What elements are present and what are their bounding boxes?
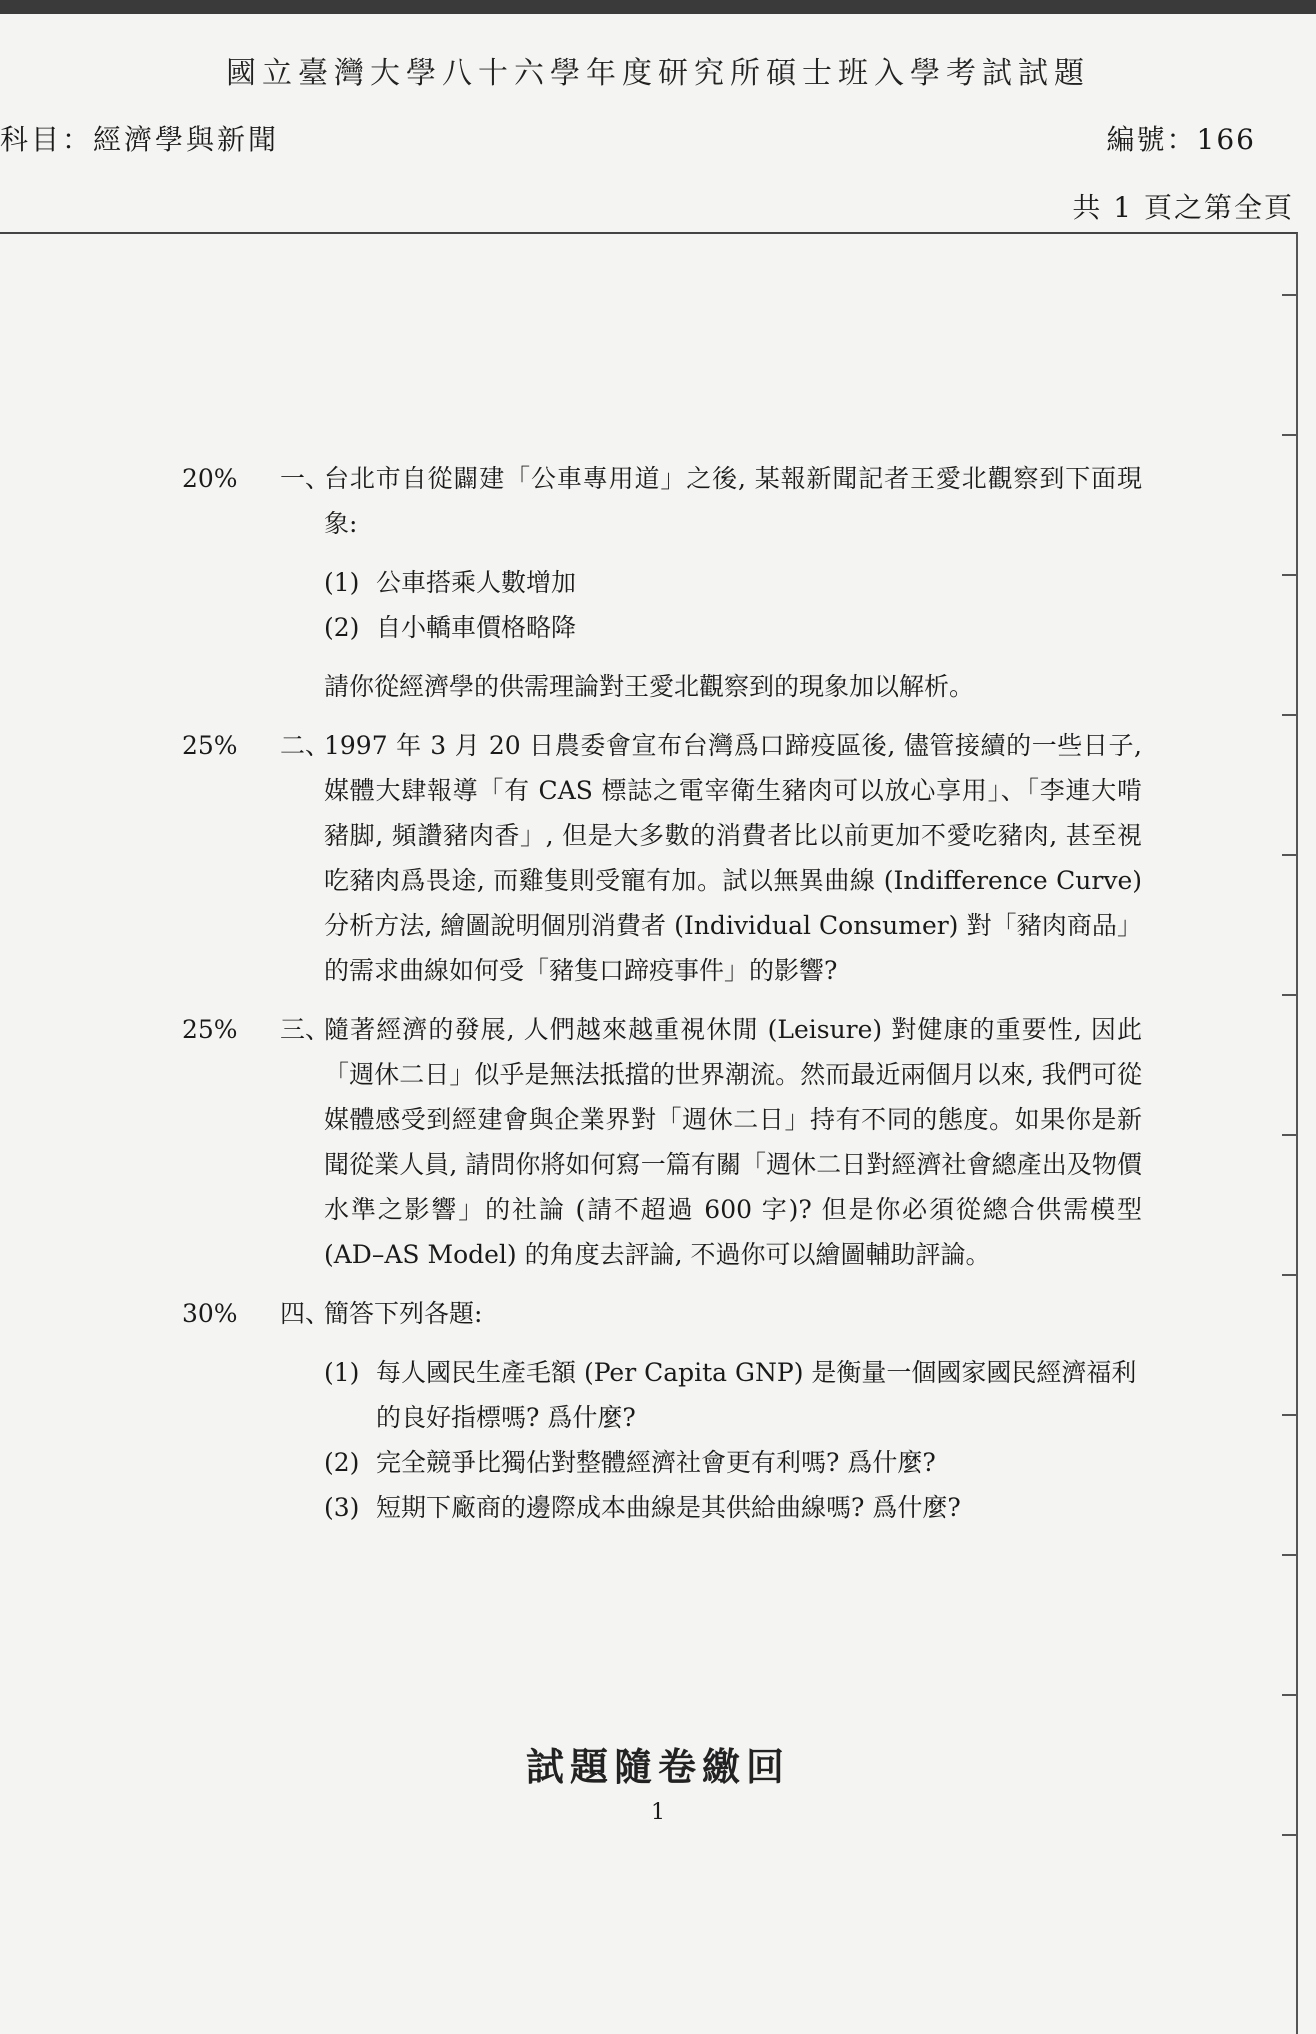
question-3 (182, 1007, 1142, 1277)
question-text: 簡答下列各題: (324, 1299, 483, 1328)
scan-top-edge (0, 0, 1316, 14)
question-weight: 25% (182, 1015, 238, 1044)
question-4 (182, 1291, 1142, 1336)
margin-tick (1282, 854, 1296, 856)
page-count: 共 1 頁之第全頁 (1072, 191, 1294, 224)
question-body (182, 456, 1142, 1530)
question-closing: 請你從經濟學的供需理論對王愛北觀察到的現象加以解析。 (324, 672, 975, 701)
question-2 (182, 723, 1142, 993)
return-paper-stamp: 試題隨卷繳回 (525, 1744, 790, 1789)
exam-title: 國立臺灣大學八十六學年度研究所碩士班入學考試試題 (226, 56, 1090, 91)
margin-tick (1282, 1554, 1296, 1556)
margin-tick (1282, 994, 1296, 996)
question-text: 隨著經濟的發展, 人們越來越重視休閒 (Leisure) 對健康的重要性, 因此「週休二日」似乎是無法抵擋的世界潮流。然而最近兩個月以來, 我們可從媒體感受到經建會與企業界對「週休二日」持有不同的態度。如果你是新聞從業人員, 請問你將如何寫一篇有關「週休二日對經濟社會總產出及物價水準之影響」的社論 (請不超過 600 字)? 但是你必須從總合供需模型 (AD–AS Model) 的角度去評論, 不過你可以繪圖輔助評論。 (324, 1015, 1142, 1269)
margin-tick (1282, 294, 1296, 296)
sub-item: (1) 公車搭乘人數增加 (324, 568, 577, 597)
exam-code: 編號：166 (1106, 123, 1256, 156)
sub-item: (1) 每人國民生產毛額 (Per Capita GNP) 是衡量一個國家國民經濟福利的良好指標嗎? 爲什麼? (324, 1358, 1137, 1432)
question-number: 一、 (280, 464, 331, 493)
margin-tick (1282, 1694, 1296, 1696)
question-number: 三、 (280, 1015, 331, 1044)
margin-tick (1282, 714, 1296, 716)
margin-tick (1282, 434, 1296, 436)
subject-label: 科目：經濟學與新聞 (0, 123, 280, 156)
sub-item: (3) 短期下廠商的邊際成本曲線是其供給曲線嗎? 爲什麼? (324, 1493, 961, 1522)
sub-item: (2) 完全競爭比獨佔對整體經濟社會更有利嗎? 爲什麼? (324, 1448, 936, 1477)
question-weight: 25% (182, 731, 238, 760)
margin-tick (1282, 1134, 1296, 1136)
margin-tick (1282, 1834, 1296, 1836)
question-1 (182, 456, 1142, 546)
question-number: 四、 (280, 1299, 331, 1328)
question-number: 二、 (280, 731, 331, 760)
margin-tick (1282, 574, 1296, 576)
margin-tick (1282, 1414, 1296, 1416)
question-weight: 30% (182, 1299, 238, 1328)
question-text: 台北市自從闢建「公車專用道」之後, 某報新聞記者王愛北觀察到下面現象: (324, 464, 1142, 538)
sub-item: (2) 自小轎車價格略降 (324, 613, 577, 642)
question-text: 1997 年 3 月 20 日農委會宣布台灣爲口蹄疫區後, 儘管接續的一些日子, 媒體大肆報導「有 CAS 標誌之電宰衛生豬肉可以放心享用」、「李連大啃豬脚, 頻讚豬肉香」, 但是大多數的消費者比以前更加不愛吃豬肉, 甚至視吃豬肉爲畏途, 而雞隻則受寵有加。試以無異曲線 (Indifference Curve) 分析方法, 繪圖說明個別消費者 (Individual Consumer) 對「豬肉商品」的需求曲線如何受「豬隻口蹄疫事件」的影響? (324, 731, 1142, 985)
page-number: 1 (651, 1800, 665, 1825)
margin-tick (1282, 1274, 1296, 1276)
question-weight: 20% (182, 464, 238, 493)
